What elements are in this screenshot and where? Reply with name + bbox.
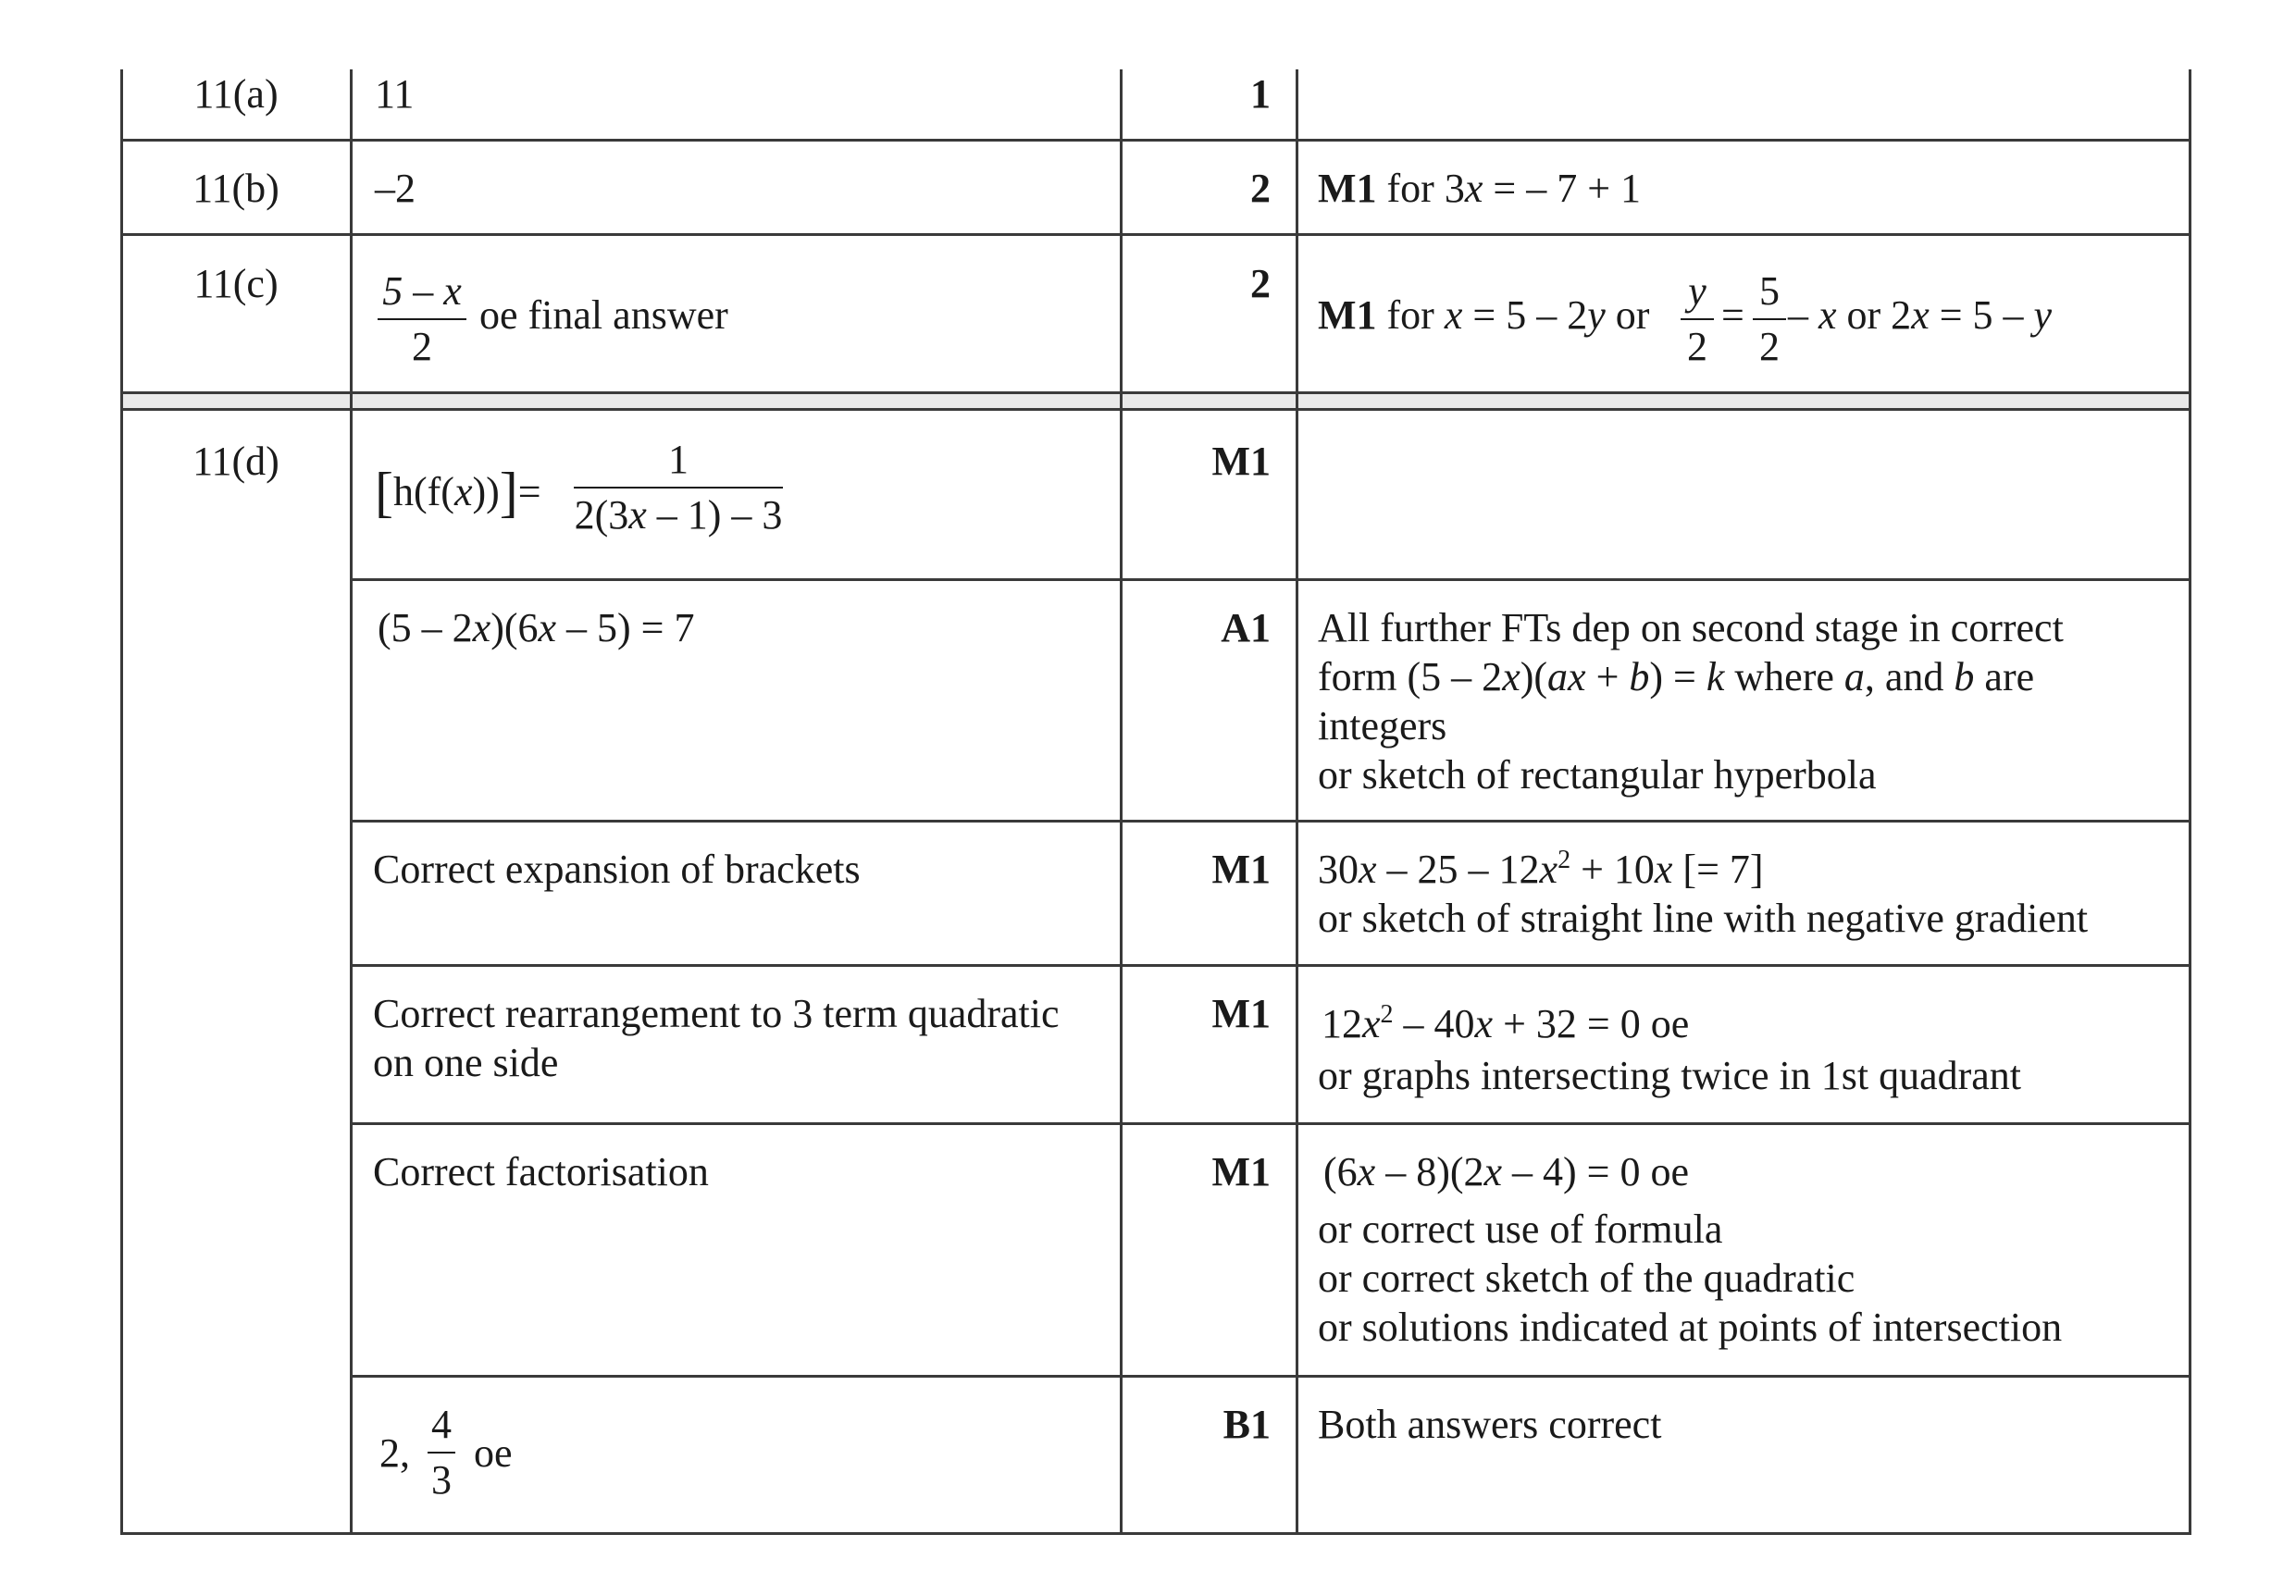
- answer-suffix: oe: [474, 1430, 513, 1476]
- answer-cell: Correct factorisation: [373, 1149, 709, 1194]
- fraction-numerator: 1: [668, 437, 689, 482]
- equals-sign: =: [1721, 292, 1744, 338]
- column-divider: [2189, 69, 2191, 1535]
- guidance-line: or correct use of formula: [1318, 1206, 1723, 1252]
- guidance-line: or correct sketch of the quadratic: [1318, 1256, 1855, 1301]
- fraction-bar: [1681, 318, 1714, 320]
- answer-cell: [h(f(x))]=: [375, 462, 541, 523]
- marks-cell: M1: [1211, 439, 1271, 484]
- fraction-bar: [378, 318, 466, 320]
- answer-cell: (5 – 2x)(6x – 5) = 7: [378, 605, 695, 650]
- guidance-line: $30x - 25 - 12x^2 + 10x$ [= 7]: [1318, 846, 1764, 892]
- answer-line: on one side: [373, 1040, 559, 1085]
- question-number: 11(a): [193, 71, 279, 117]
- guidance-line: integers: [1318, 703, 1447, 749]
- guidance-line: All further FTs dep on second stage in correct: [1318, 605, 2064, 650]
- guidance-line: $12x^2 - 40x + 32 = 0$ oe: [1322, 1000, 1690, 1046]
- fraction-denominator: 2: [1687, 324, 1707, 369]
- fraction-bar: [1753, 318, 1786, 320]
- column-divider: [1296, 69, 1298, 1535]
- answer-line: Correct rearrangement to 3 term quadratic: [373, 991, 1060, 1036]
- fraction-denominator: 3: [431, 1457, 452, 1503]
- table-bottom-border: [120, 1532, 2191, 1535]
- row-divider: [120, 139, 2191, 142]
- guidance-cell: M1 for x = 5 – 2y or: [1318, 292, 1650, 338]
- fraction-bar: [428, 1452, 455, 1454]
- row-divider: [350, 964, 2191, 967]
- guidance-cell: Both answers correct: [1318, 1402, 1662, 1447]
- marks-cell: B1: [1222, 1402, 1271, 1447]
- fraction-denominator: 2: [412, 324, 432, 369]
- row-divider: [350, 1375, 2191, 1378]
- guidance-line: or sketch of rectangular hyperbola: [1318, 752, 1877, 798]
- guidance-cell-tail: – x or 2x = 5 – y: [1788, 292, 2053, 338]
- question-number: 11(b): [192, 166, 279, 211]
- fraction-numerator: y: [1688, 268, 1706, 314]
- marks-cell: M1: [1211, 847, 1271, 892]
- guidance-fraction: [1681, 268, 1714, 370]
- row-divider: [120, 408, 2191, 411]
- guidance-line: or graphs intersecting twice in 1st quadrant: [1318, 1053, 2022, 1098]
- marks-cell: M1: [1211, 1149, 1271, 1194]
- fraction-numerator: 4: [431, 1402, 452, 1447]
- section-separator: [120, 393, 2191, 408]
- row-divider: [120, 233, 2191, 236]
- guidance-line: (6x – 8)(2x – 4) = 0 oe: [1323, 1149, 1690, 1194]
- row-divider: [120, 391, 2191, 394]
- fraction-denominator: 2: [1759, 324, 1780, 369]
- answer-cell: 11: [375, 71, 415, 117]
- fraction-bar: [574, 487, 783, 489]
- row-divider: [350, 1122, 2191, 1125]
- marks-cell: 2: [1250, 261, 1271, 306]
- answer-suffix: oe final answer: [479, 292, 728, 338]
- answer-cell: Correct expansion of brackets: [373, 847, 861, 892]
- marks-cell: M1: [1211, 991, 1271, 1036]
- guidance-line: form (5 – 2x)(ax + b) = k where a, and b are: [1318, 654, 2035, 699]
- marks-cell: 2: [1250, 166, 1271, 211]
- answer-cell: –2: [375, 166, 416, 211]
- fraction-numerator: 5 – x: [382, 268, 462, 314]
- marks-cell: 1: [1250, 71, 1271, 117]
- marks-cell: A1: [1221, 605, 1271, 650]
- answer-fraction: [428, 1402, 455, 1503]
- question-number: 11(c): [193, 261, 279, 306]
- answer-prefix: 2,: [379, 1430, 410, 1476]
- row-divider: [350, 820, 2191, 823]
- row-divider: [350, 578, 2191, 581]
- guidance-fraction: [1753, 268, 1786, 370]
- guidance-line: or sketch of straight line with negative gradient: [1318, 896, 2089, 941]
- answer-fraction: [574, 437, 783, 538]
- guidance-line: or solutions indicated at points of intersection: [1318, 1305, 2063, 1350]
- fraction-numerator: 5: [1759, 268, 1780, 314]
- question-number: 11(d): [192, 439, 279, 484]
- fraction-denominator: 2(3x – 1) – 3: [574, 492, 783, 538]
- guidance-cell: M1 for 3x = – 7 + 1: [1318, 166, 1642, 211]
- answer-fraction: [378, 268, 466, 370]
